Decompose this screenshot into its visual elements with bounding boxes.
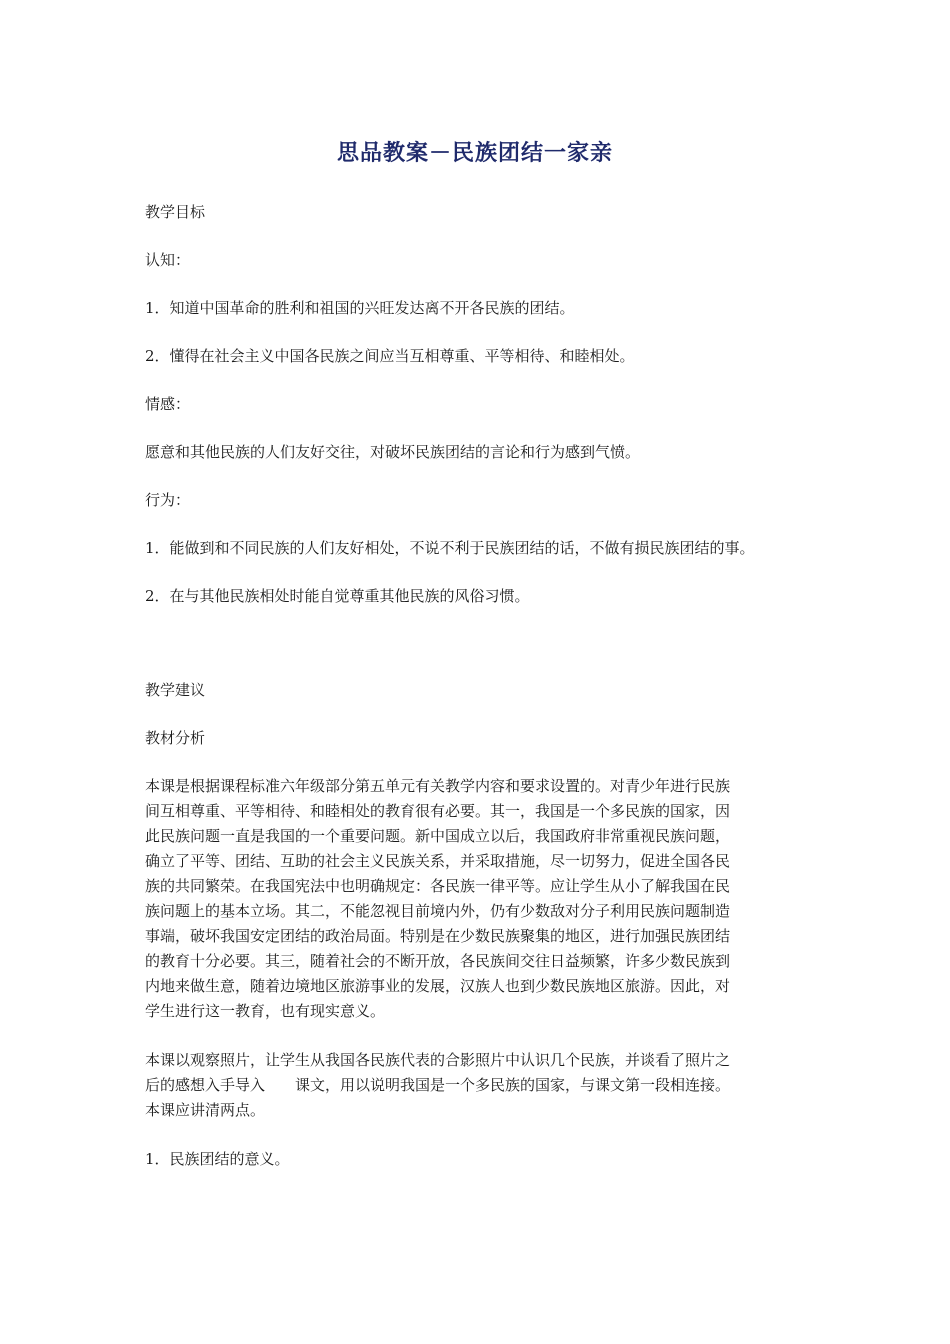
cognition-label: 认知： [145,251,191,269]
point-item: 1．民族团结的意义。 [145,1150,290,1168]
paragraph-line [145,1073,815,1098]
paragraph-line: 本课是根据课程标准六年级部分第五单元有关教学内容和要求设置的。对青少年进行民族 [145,777,731,795]
section-heading-suggestions: 教学建议 [145,681,206,699]
paragraph-line: 本课应讲清两点。 [145,1101,266,1119]
paragraph-line: 学生进行这一教育，也有现实意义。 [145,1002,386,1020]
paragraph-line-part: 课文，用以说明我国是一个多民族的国家，与课文第一段相连接。 [295,1076,731,1094]
subheading-material-analysis: 教材分析 [145,729,206,747]
cognition-item: 2．懂得在社会主义中国各民族之间应当互相尊重、平等相待、和睦相处。 [145,347,635,365]
paragraph-line: 间互相尊重、平等相待、和睦相处的教育很有必要。其一，我国是一个多民族的国家，因 [145,802,731,820]
paragraph-line: 确立了平等、团结、互助的社会主义民族关系，并采取措施，尽一切努力，促进全国各民 [145,852,731,870]
paragraph-line: 事端，破坏我国安定团结的政治局面。特别是在少数民族聚集的地区，进行加强民族团结 [145,927,731,945]
behavior-label: 行为： [145,491,191,509]
paragraph-line: 内地来做生意，随着边境地区旅游事业的发展，汉族人也到少数民族地区旅游。因此，对 [145,977,731,995]
paragraph-line: 族的共同繁荣。在我国宪法中也明确规定：各民族一律平等。应让学生从小了解我国在民 [145,877,731,895]
emotion-text: 愿意和其他民族的人们友好交往，对破坏民族团结的言论和行为感到气愤。 [145,443,641,461]
document-body [145,200,815,1171]
paragraph-line: 此民族问题一直是我国的一个重要问题。新中国成立以后，我国政府非常重视民族问题， [145,827,731,845]
page-title: 思品教案－民族团结一家亲 [336,141,613,166]
behavior-item: 1．能做到和不同民族的人们友好相处，不说不利于民族团结的话，不做有损民族团结的事。 [145,539,755,557]
analysis-paragraph [145,774,815,1024]
paragraph-line: 本课以观察照片，让学生从我国各民族代表的合影照片中认识几个民族，并谈看了照片之 [145,1051,731,1069]
paragraph-line-part: 后的感想入手导入 [145,1076,266,1094]
paragraph-line: 族问题上的基本立场。其二，不能忽视目前境内外，仍有少数敌对分子利用民族问题制造 [145,902,731,920]
behavior-item: 2．在与其他民族相处时能自觉尊重其他民族的风俗习惯。 [145,587,530,605]
intro-paragraph [145,1048,815,1123]
section-heading-objectives: 教学目标 [145,203,206,221]
cognition-item: 1．知道中国革命的胜利和祖国的兴旺发达离不开各民族的团结。 [145,299,575,317]
emotion-label: 情感： [145,395,191,413]
paragraph-line: 的教育十分必要。其三，随着社会的不断开放，各民族间交往日益频繁，许多少数民族到 [145,952,731,970]
